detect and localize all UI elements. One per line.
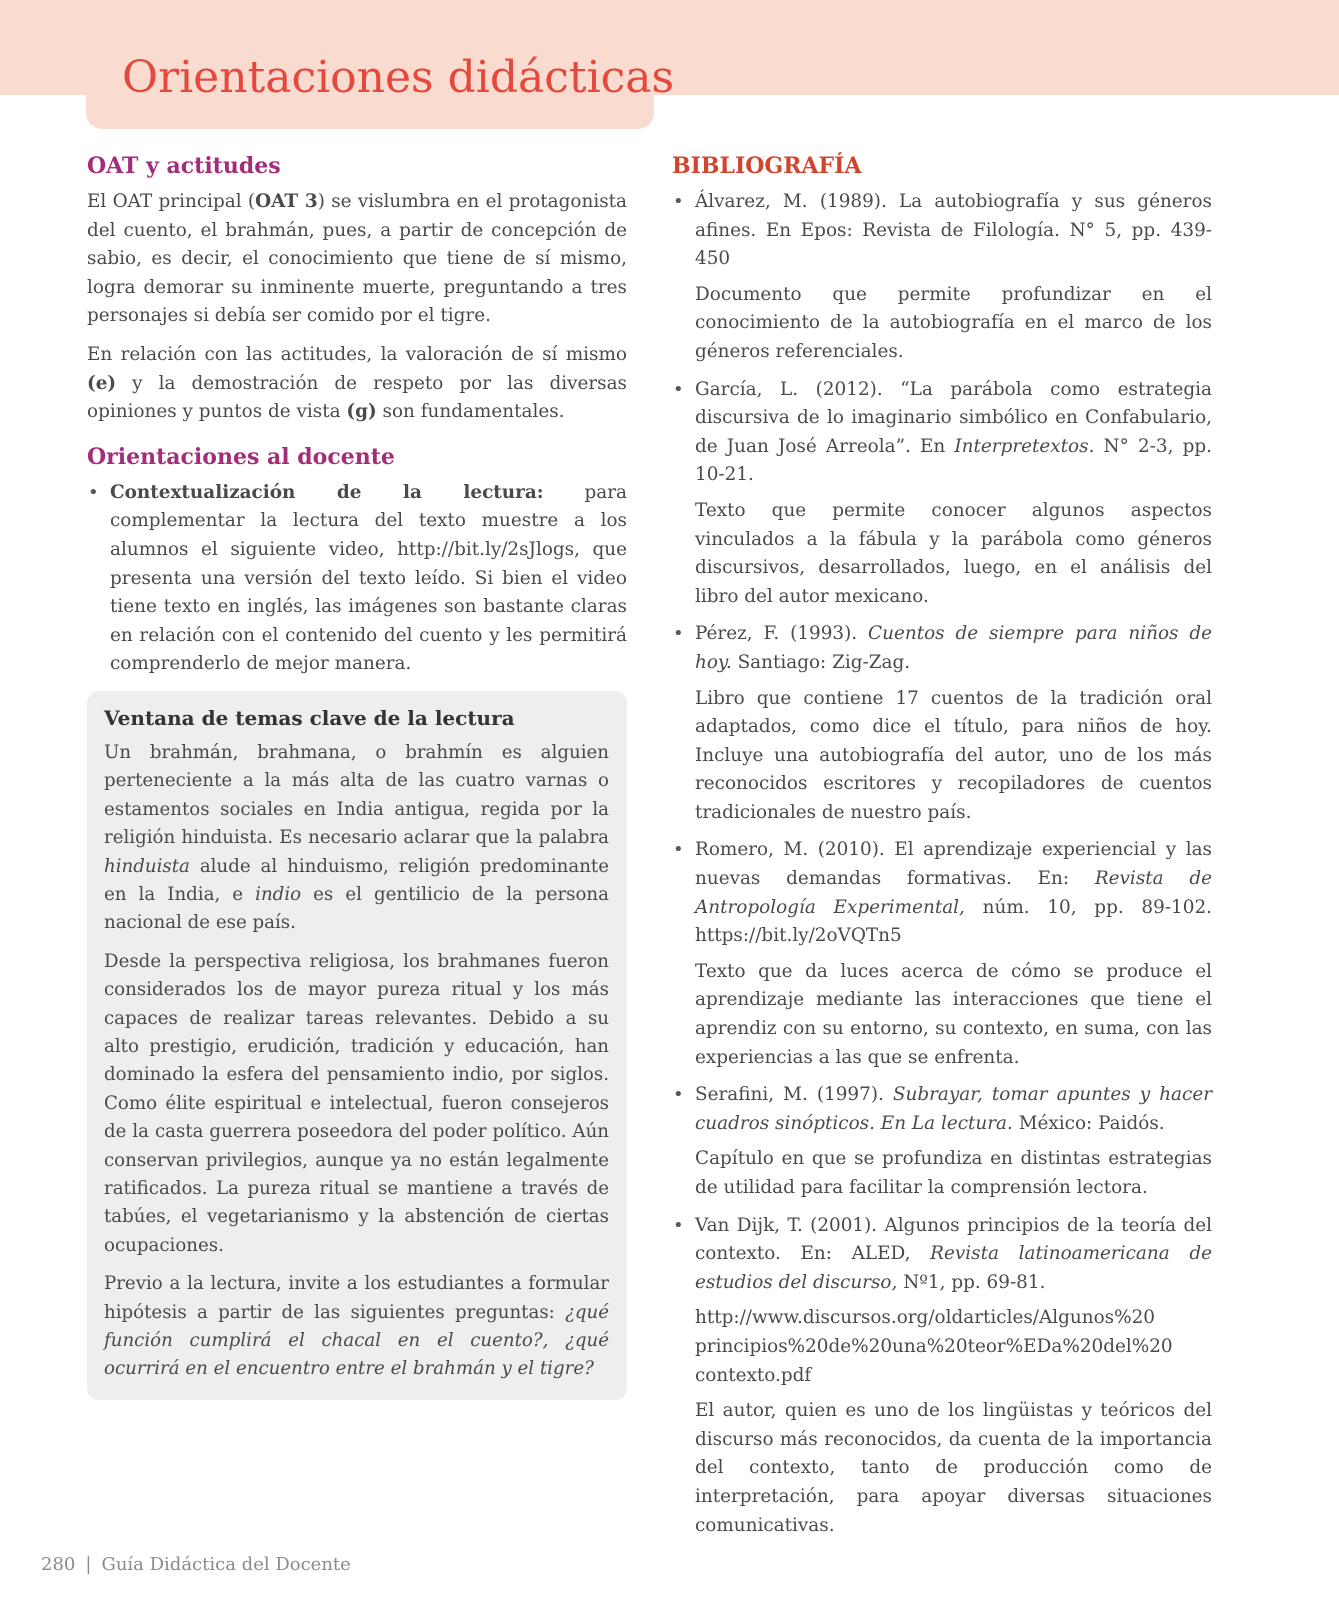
bibliography-entry — [672, 188, 1212, 367]
reference-description: Documento que permite profundizar en el conocimiento de la autobiografía en el marco de los géneros referenciales. — [695, 283, 1212, 362]
reference-description: Texto que permite conocer algunos aspectos vinculados a la fábula y la parábola como géneros discursivos, desarrollados, luego, en el análisis del libro del autor mexicano. — [695, 499, 1212, 607]
page-footer — [41, 1553, 351, 1577]
reference-description: Texto que da luces acerca de cómo se produce el aprendizaje mediante las interacciones que tiene el aprendiz con su entorno, su contexto, en suma, con las experiencias a las que se enfrenta. — [695, 960, 1212, 1068]
footer-separator: | — [85, 1554, 92, 1575]
bibliography-entry — [672, 836, 1212, 1072]
page-number: 280 — [41, 1554, 76, 1575]
reference-description: Libro que contiene 17 cuentos de la tradición oral adaptados, como dice el título, para niños de hoy. Incluye una autobiografía del autor, uno de los más reconocidos escritores y recopiladores de cuentos tradicionales de nuestro país. — [695, 687, 1212, 823]
oat-paragraph-2: En relación con las actitudes, la valoración de sí mismo (e) y la demostración de respeto por las diversas opiniones y puntos de vista (g) son fundamentales. — [87, 343, 627, 423]
reference: • Pérez, F. (1993). Cuentos de siempre para niños de hoy. Santiago: Zig-Zag. — [695, 623, 1212, 673]
reference: • Serafini, M. (1997). Subrayar, tomar apuntes y hacer cuadros sinópticos. En La lectura. México: Paidós. — [695, 1084, 1213, 1134]
bibliography-heading: BIBLIOGRAFÍA — [672, 153, 862, 179]
key-topics-paragraph-1: Un brahmán, brahmana, o brahmín es alguien perteneciente a la más alta de las cuatro varnas o estamentos sociales en India antigua, regida por la religión hinduista. Es necesario aclarar que la palabra hinduista alude al hinduismo, religión predominante en la India, e indio es el gentilicio de la persona nacional de ese país. — [104, 741, 609, 934]
orientaciones-heading: Orientaciones al docente — [87, 443, 395, 470]
reference-description: Capítulo en que se profundiza en distintas estrategias de utilidad para facilitar la comprensión lectora. — [695, 1148, 1212, 1198]
orientaciones-list — [87, 479, 627, 679]
oat-heading: OAT y actitudes — [87, 153, 281, 179]
footer-label: Guía Didáctica del Docente — [101, 1554, 351, 1575]
right-column — [672, 150, 1212, 1549]
key-topics-paragraph-3: Previo a la lectura, invite a los estudiantes a formular hipótesis a partir de las siguientes preguntas: ¿qué función cumplirá el chacal en el cuento?, ¿qué ocurrirá en el encuentro entre el brahmán y el tigre? — [104, 1273, 609, 1380]
reference-description: El autor, quien es uno de los lingüistas y teóricos del discurso más reconocidos, da cuenta de la importancia del contexto, tanto de producción como de interpretación, para apoyar diversas situaciones comunicativas. — [695, 1400, 1212, 1536]
reference-url: http://www.discursos.org/oldarticles/Algunos%20 principios%20de%20una%20teor%EDa%20del%20 contexto.pdf — [695, 1307, 1173, 1386]
bibliography-entry — [672, 1212, 1212, 1541]
reference: • Álvarez, M. (1989). La autobiografía y sus géneros afines. En Epos: Revista de Filología. N° 5, pp. 439-450 — [695, 191, 1212, 270]
oat-paragraph-1: El OAT principal (OAT 3) se vislumbra en el protagonista del cuento, el brahmán, pues, a partir de concepción de sabio, es decir, el conocimiento que tiene de sí mismo, logra demorar su inminente muerte, preguntando a tres personajes si debía ser comido por el tigre. — [87, 191, 627, 327]
bibliography-entry — [672, 376, 1212, 612]
list-item: • Contextualización de la lectura: para complementar la lectura del texto muestre a los alumnos el siguiente video, http://bit.ly/2sJlogs, que presenta una versión del texto leído. Si bien el video tiene texto en inglés, las imágenes son bastante claras en relación con el contenido del cuento y les permitirá comprenderlo de mejor manera. — [87, 479, 627, 679]
reference: • García, L. (2012). “La parábola como estrategia discursiva de lo imaginario simbólico en Confabulario, de Juan José Arreola”. En Interpretextos. N° 2-3, pp. 10-21. — [695, 378, 1212, 486]
left-column — [87, 150, 627, 1400]
key-topics-box — [87, 691, 627, 1400]
reference: • Van Dijk, T. (2001). Algunos principios de la teoría del contexto. En: ALED, Revista latinoamericana de estudios del discurso, Nº1, pp. 69-81. — [695, 1214, 1212, 1293]
reference: • Romero, M. (2010). El aprendizaje experiencial y las nuevas demandas formativas. En: Revista de Antropología Experimental, núm. 10, pp. 89-102. https://bit.ly/2oVQTn5 — [695, 839, 1212, 947]
key-topics-title: Ventana de temas clave de la lectura — [104, 705, 515, 730]
bibliography-entry — [672, 620, 1212, 827]
key-topics-paragraph-2: Desde la perspectiva religiosa, los brahmanes fueron considerados los de mayor pureza ritual y los más capaces de realizar tareas relevantes. Debido a su alto prestigio, erudición, tradición y educación, han dominado la esfera del pensamiento indio, por siglos. Como élite espiritual e intelectual, fueron consejeros de la casta guerrera poseedora del poder político. Aún conservan privilegios, aunque ya no están legalmente ratificados. La pureza ritual se mantiene a través de tabúes, el vegetarianismo y la abstención de ciertas ocupaciones. — [104, 950, 609, 1256]
bibliography-entry — [672, 1081, 1212, 1202]
page-title: Orientaciones didácticas — [122, 52, 675, 103]
bibliography-list — [672, 188, 1212, 1540]
